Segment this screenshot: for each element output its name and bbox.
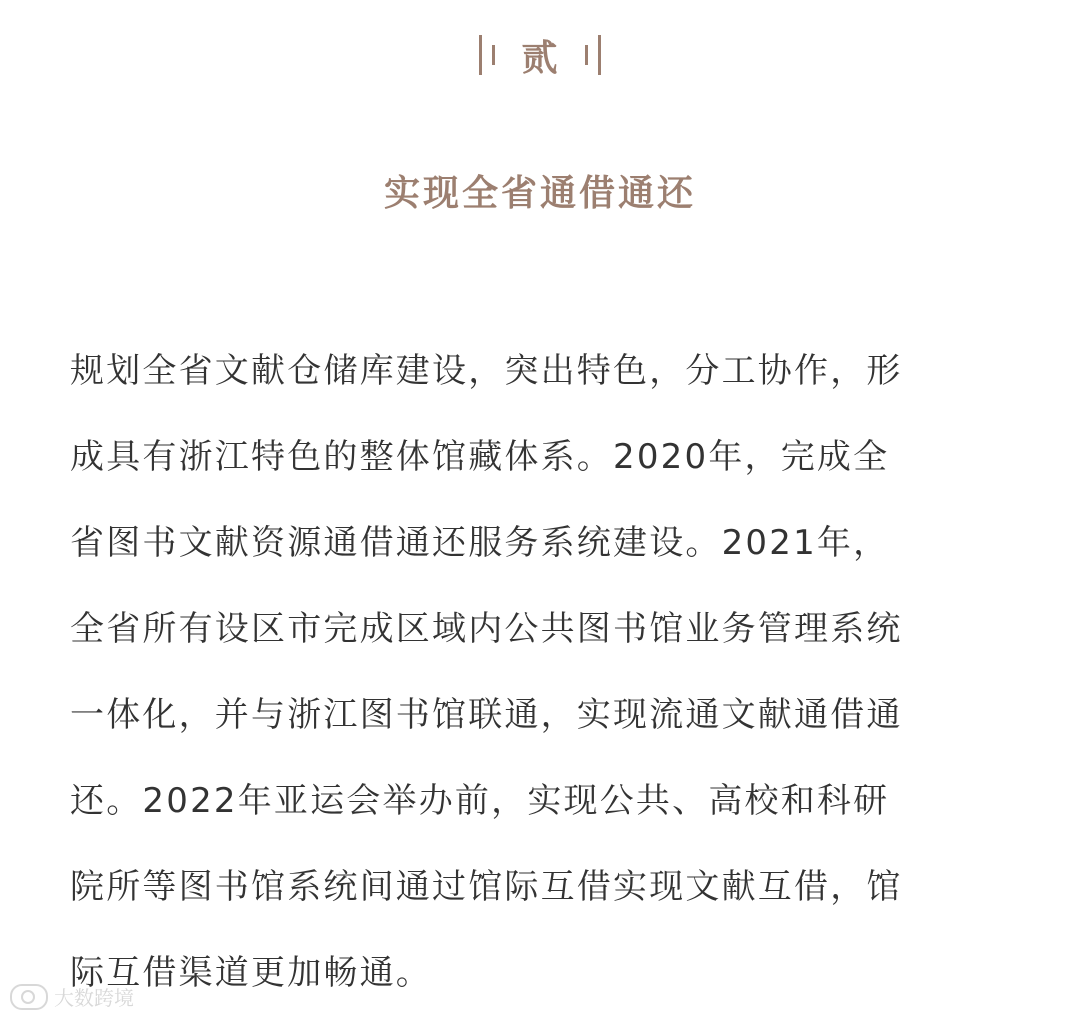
body-paragraph [70, 328, 1010, 1016]
body-line: 规划全省文献仓储库建设，突出特色，分工协作，形 [70, 351, 903, 391]
watermark-logo-icon [10, 984, 48, 1010]
body-line: 成具有浙江特色的整体馆藏体系。2020年，完成全 [70, 437, 890, 477]
section-title: 实现全省通借通还 [383, 173, 696, 214]
left-inner-bar [492, 45, 495, 65]
body-line: 还。2022年亚运会举办前，实现公共、高校和科研 [70, 781, 890, 821]
section-number-ornament [0, 30, 1080, 80]
right-inner-bar [585, 45, 588, 65]
right-outer-bar [598, 35, 601, 75]
left-outer-bar [479, 35, 482, 75]
body-line: 一体化，并与浙江图书馆联通，实现流通文献通借通 [70, 695, 903, 735]
watermark-text: 大数跨境 [54, 986, 134, 1010]
body-line: 际互借渠道更加畅通。 [70, 953, 432, 993]
body-line: 省图书文献资源通借通还服务系统建设。2021年， [70, 523, 890, 563]
body-line: 全省所有设区市完成区域内公共图书馆业务管理系统 [70, 609, 903, 649]
section-numeral: 贰 [521, 36, 559, 79]
body-line: 院所等图书馆系统间通过馆际互借实现文献互借，馆 [70, 867, 903, 907]
watermark [10, 982, 134, 1011]
